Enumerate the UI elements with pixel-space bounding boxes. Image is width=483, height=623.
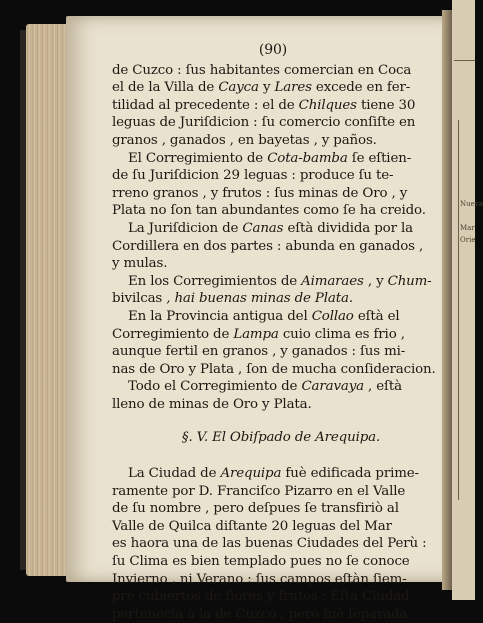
- italic-text-segment: Lares: [274, 80, 312, 96]
- text-segment: Invierno , ni Verano : ſus campos eſtàn ſiem-: [112, 571, 407, 587]
- text-segment: de ſu Juriſdicion 29 leguas : produce ſu te-: [112, 168, 394, 184]
- text-line: [112, 132, 442, 150]
- italic-text-segment: Collao: [311, 308, 354, 324]
- text-line: [112, 150, 442, 168]
- italic-text-segment: Aimaraes: [301, 273, 364, 289]
- page-number: (90): [258, 42, 288, 58]
- text-line: [112, 202, 442, 220]
- text-segment: rreno granos , y frutos : ſus minas de Oro , y: [112, 185, 408, 201]
- text-segment: pertenecia à la de Cuzco , pero fuè ſeparada: [112, 606, 408, 622]
- text-segment: bivilcas: [112, 291, 163, 307]
- text-segment: de ſu nombre , pero deſpues ſe transfiriò al: [112, 501, 399, 517]
- text-line: [112, 500, 442, 518]
- map-border-line: [458, 120, 459, 500]
- text-line: [112, 290, 442, 308]
- text-line: [112, 220, 442, 238]
- text-line: [112, 343, 442, 361]
- text-segment: fuè edificada prime-: [281, 466, 419, 482]
- text-segment: y: [258, 80, 275, 96]
- text-line: [112, 62, 442, 80]
- text-segment: Valle de Quilca diſtante 20 leguas del Mar: [112, 518, 392, 534]
- text-line: [112, 79, 442, 97]
- text-segment: ramente por D. Franciſco Pizarro en el Valle: [112, 483, 406, 499]
- text-line: [112, 185, 442, 203]
- page-gutter: [442, 10, 452, 590]
- text-segment: excede en fer-: [311, 80, 411, 96]
- text-segment: En los Corregimientos de: [128, 273, 302, 289]
- italic-text-segment: Chilques: [298, 97, 357, 113]
- text-segment: Todo el Corregimiento de: [128, 379, 302, 395]
- italic-text-segment: Chum-: [387, 273, 432, 289]
- text-line: [112, 483, 442, 501]
- facing-map-page: [452, 0, 483, 600]
- map-label: Nueva: [460, 200, 483, 208]
- text-segment: ſu Clima es bien templado pues no ſe conoce: [112, 554, 410, 570]
- page-edges: [26, 24, 70, 576]
- text-segment: La Juriſdicion de: [128, 220, 243, 236]
- italic-text-segment: Caravaya: [301, 379, 364, 395]
- text-segment: leguas de Juriſdicion : ſu comercio conſiſte en: [112, 115, 416, 131]
- text-segment: ſe eſtien-: [347, 150, 412, 166]
- italic-text-segment: Canas: [242, 220, 284, 236]
- text-line: [112, 378, 442, 396]
- text-segment: eſtà dividida por la: [283, 220, 413, 236]
- text-line: [112, 273, 442, 291]
- italic-text-segment: Cota-bamba: [267, 150, 348, 166]
- text-line: [112, 361, 442, 379]
- text-segment: El Corregimiento de: [128, 150, 268, 166]
- text-line: [112, 553, 442, 571]
- text-segment: lleno de minas de Oro y Plata.: [112, 396, 312, 412]
- text-line: [112, 535, 442, 553]
- text-line: [112, 255, 442, 273]
- text-segment: aunque fertil en granos , y ganados : ſus mi-: [112, 344, 406, 360]
- text-block-arequipa: [112, 465, 442, 623]
- italic-text-segment: Cayca: [218, 80, 259, 96]
- text-segment: nas de Oro y Plata , ſon de mucha conſideracion.: [112, 361, 436, 377]
- text-line: [112, 308, 442, 326]
- text-line: [112, 465, 442, 483]
- text-segment: y mulas.: [112, 256, 168, 272]
- text-segment: Plata no ſon tan abundantes como ſe ha creido.: [112, 203, 426, 219]
- text-line: [112, 114, 442, 132]
- text-line: [112, 396, 442, 414]
- section-heading: §. V. El Obiſpado de Arequipa.: [181, 430, 381, 446]
- text-block-corregimientos: [112, 62, 442, 414]
- map-label: Mar: [460, 224, 475, 232]
- map-border-line: [454, 60, 475, 61]
- text-segment: Cordillera en dos partes : abunda en ganados ,: [112, 238, 424, 254]
- text-segment: pre cubiertos de flores y frutos : Eſta Ciudad: [112, 589, 410, 605]
- text-line: [112, 518, 442, 536]
- text-line: [112, 326, 442, 344]
- text-segment: cuio clima es frio ,: [278, 326, 405, 342]
- text-segment: el de la Villa de: [112, 80, 219, 96]
- italic-text-segment: , hai buenas minas de Plata.: [162, 291, 353, 307]
- text-segment: Corregimiento de: [112, 326, 234, 342]
- text-segment: eſtà el: [353, 308, 400, 324]
- text-segment: La Ciudad de: [128, 466, 221, 482]
- page-text: [112, 42, 442, 623]
- text-segment: granos , ganados , en bayetas , y paños.: [112, 132, 377, 148]
- text-line: [112, 588, 442, 606]
- text-line: [112, 571, 442, 589]
- text-segment: , y: [363, 273, 388, 289]
- text-segment: tiene 30: [356, 97, 416, 113]
- italic-text-segment: Lampa: [233, 326, 279, 342]
- text-line: [112, 606, 442, 623]
- text-segment: tilidad al precedente : el de: [112, 97, 299, 113]
- map-label: Orie: [460, 236, 476, 244]
- italic-text-segment: Arequipa: [220, 466, 282, 482]
- text-line: [112, 97, 442, 115]
- text-segment: , eſtà: [363, 379, 402, 395]
- text-segment: es haora una de las buenas Ciudades del Perù :: [112, 536, 427, 552]
- text-segment: de Cuzco : ſus habitantes comercian en Coca: [112, 62, 412, 78]
- text-segment: En la Provincia antigua del: [128, 308, 312, 324]
- text-line: [112, 167, 442, 185]
- text-line: [112, 238, 442, 256]
